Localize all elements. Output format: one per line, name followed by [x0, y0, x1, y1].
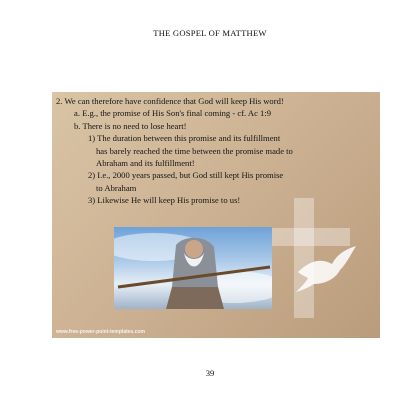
slide-text-block: [56, 95, 376, 207]
slide-line-item-2-cont: to Abraham: [96, 182, 137, 193]
slide-line-item-2: 2) I.e., 2000 years passed, but God still kept His promise: [88, 170, 284, 181]
slide-line-item-1-cont2: Abraham and its fulfillment!: [96, 158, 195, 169]
slide-line-subpoint-a: a. E.g., the promise of His Son's final coming - cf. Ac 1:9: [74, 108, 272, 119]
page-number: 39: [205, 368, 215, 378]
slide-line-item-1: 1) The duration between this promise and its fulfillment: [88, 133, 281, 144]
slide-image: [52, 92, 380, 338]
slide-line-main-point: 2. We can therefore have confidence that God will keep His word!: [56, 96, 284, 106]
dove-icon: [292, 242, 358, 294]
slide-line-item-3: 3) Likewise He will keep His promise to us!: [88, 195, 241, 206]
slide-watermark: www.free-power-point-templates.com: [56, 329, 145, 335]
slide-line-item-1-cont: has barely reached the time between the promise made to: [96, 145, 293, 156]
illustration-image: [114, 227, 272, 309]
page-header-title: THE GOSPEL OF MATTHEW: [153, 28, 267, 38]
slide-line-subpoint-b: b. There is no need to lose heart!: [74, 120, 187, 131]
